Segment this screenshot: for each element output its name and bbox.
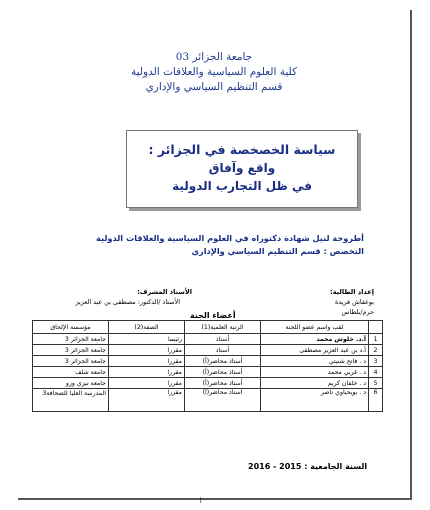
faculty-name: كلية العلوم السياسية والعلاقات الدولية xyxy=(131,66,297,78)
member-rank: أستاذ محاضر(أ) xyxy=(185,367,261,378)
member-institution: جامعة الجزائر 3 xyxy=(33,356,109,367)
table-row xyxy=(33,345,383,356)
title-line-3: في ظل التجارب الدولية xyxy=(172,179,312,193)
header-num xyxy=(369,321,383,334)
jury-table xyxy=(32,320,383,412)
member-rank: أستاذ xyxy=(185,334,261,345)
title-line-1: سياسة الخصخصة في الجزائر : xyxy=(148,142,336,157)
table-row xyxy=(33,356,383,367)
table-row xyxy=(33,334,383,345)
jury-header-row xyxy=(33,321,383,334)
table-row xyxy=(33,389,383,412)
row-num: 5 xyxy=(369,378,383,389)
member-institution: المدرسة العليا للصحافة3 xyxy=(33,389,109,412)
header-role: الصفة(2) xyxy=(109,321,185,334)
member-name: أ.د. خلوش محمد xyxy=(261,334,369,345)
member-rank: أستاذ xyxy=(185,345,261,356)
table-row xyxy=(33,378,383,389)
row-num: 2 xyxy=(369,345,383,356)
thesis-title-box xyxy=(126,130,358,208)
university-header xyxy=(18,50,410,95)
member-institution: جامعة الجزائر 3 xyxy=(33,345,109,356)
member-name: د . غربي محمد xyxy=(261,367,369,378)
member-role: رئيسا xyxy=(109,334,185,345)
member-role: مقررا xyxy=(109,389,185,412)
row-num: 3 xyxy=(369,356,383,367)
row-num: 4 xyxy=(369,367,383,378)
member-name: أ.د بن عبد العزيز مصطفى xyxy=(261,345,369,356)
student-name: بوعقاش فريدة xyxy=(335,298,374,306)
header-institution: مؤسسة الإلحاق xyxy=(33,321,109,334)
member-role: مقررا xyxy=(109,378,185,389)
member-role: مقررا xyxy=(109,345,185,356)
page-number: أ xyxy=(200,498,202,505)
student-maiden-name: حرم/بلطاس xyxy=(341,308,374,316)
row-num: 6 xyxy=(369,389,383,412)
academic-year: السنة الجامعية : 2015 - 2016 xyxy=(248,462,368,471)
university-name: جامعة الجزائر 03 xyxy=(175,51,253,63)
table-row xyxy=(33,367,383,378)
student-label: إعداد الطالبة: xyxy=(330,288,374,296)
supervisor-label: الأستاذ المشرف: xyxy=(137,288,192,296)
supervisor-name: الأستاذ /الدكتور: مصطفى بن عبد العزيز xyxy=(75,298,180,306)
member-name: د . فاتح شنيتي xyxy=(261,356,369,367)
thesis-description xyxy=(96,232,364,258)
member-role: مقررا xyxy=(109,356,185,367)
department-name: قسم التنظيم السياسي والإداري xyxy=(145,81,283,93)
member-institution: جامعة الجزائر 3 xyxy=(33,334,109,345)
member-name: د . بويحياوي ناصر xyxy=(261,389,369,412)
member-institution: جامعة شلف xyxy=(33,367,109,378)
member-rank: أستاذ محاضر(أ) xyxy=(185,389,261,412)
header-name: لقب واسم عضو اللجنة xyxy=(261,321,369,334)
member-rank: أستاذ محاضر(أ) xyxy=(185,356,261,367)
member-role: مقررا xyxy=(109,367,185,378)
row-num: 1 xyxy=(369,334,383,345)
thesis-degree: أطروحة لنيل شهادة دكتوراه في العلوم السياسية والعلاقات الدولية xyxy=(96,233,364,243)
member-rank: أستاذ محاضر(أ) xyxy=(185,378,261,389)
thesis-specialty: التخصص : قسم التنظيم السياسي والإداري xyxy=(191,246,364,256)
member-institution: جامعة تيزي وزو xyxy=(33,378,109,389)
document-page xyxy=(18,10,412,500)
header-rank: الرتبة العلمية(1) xyxy=(185,321,261,334)
title-line-2: واقع وآفاق xyxy=(208,161,276,175)
member-name: د . خلفان كريم xyxy=(261,378,369,389)
jury-title: أعضاء الجنة xyxy=(190,311,236,320)
